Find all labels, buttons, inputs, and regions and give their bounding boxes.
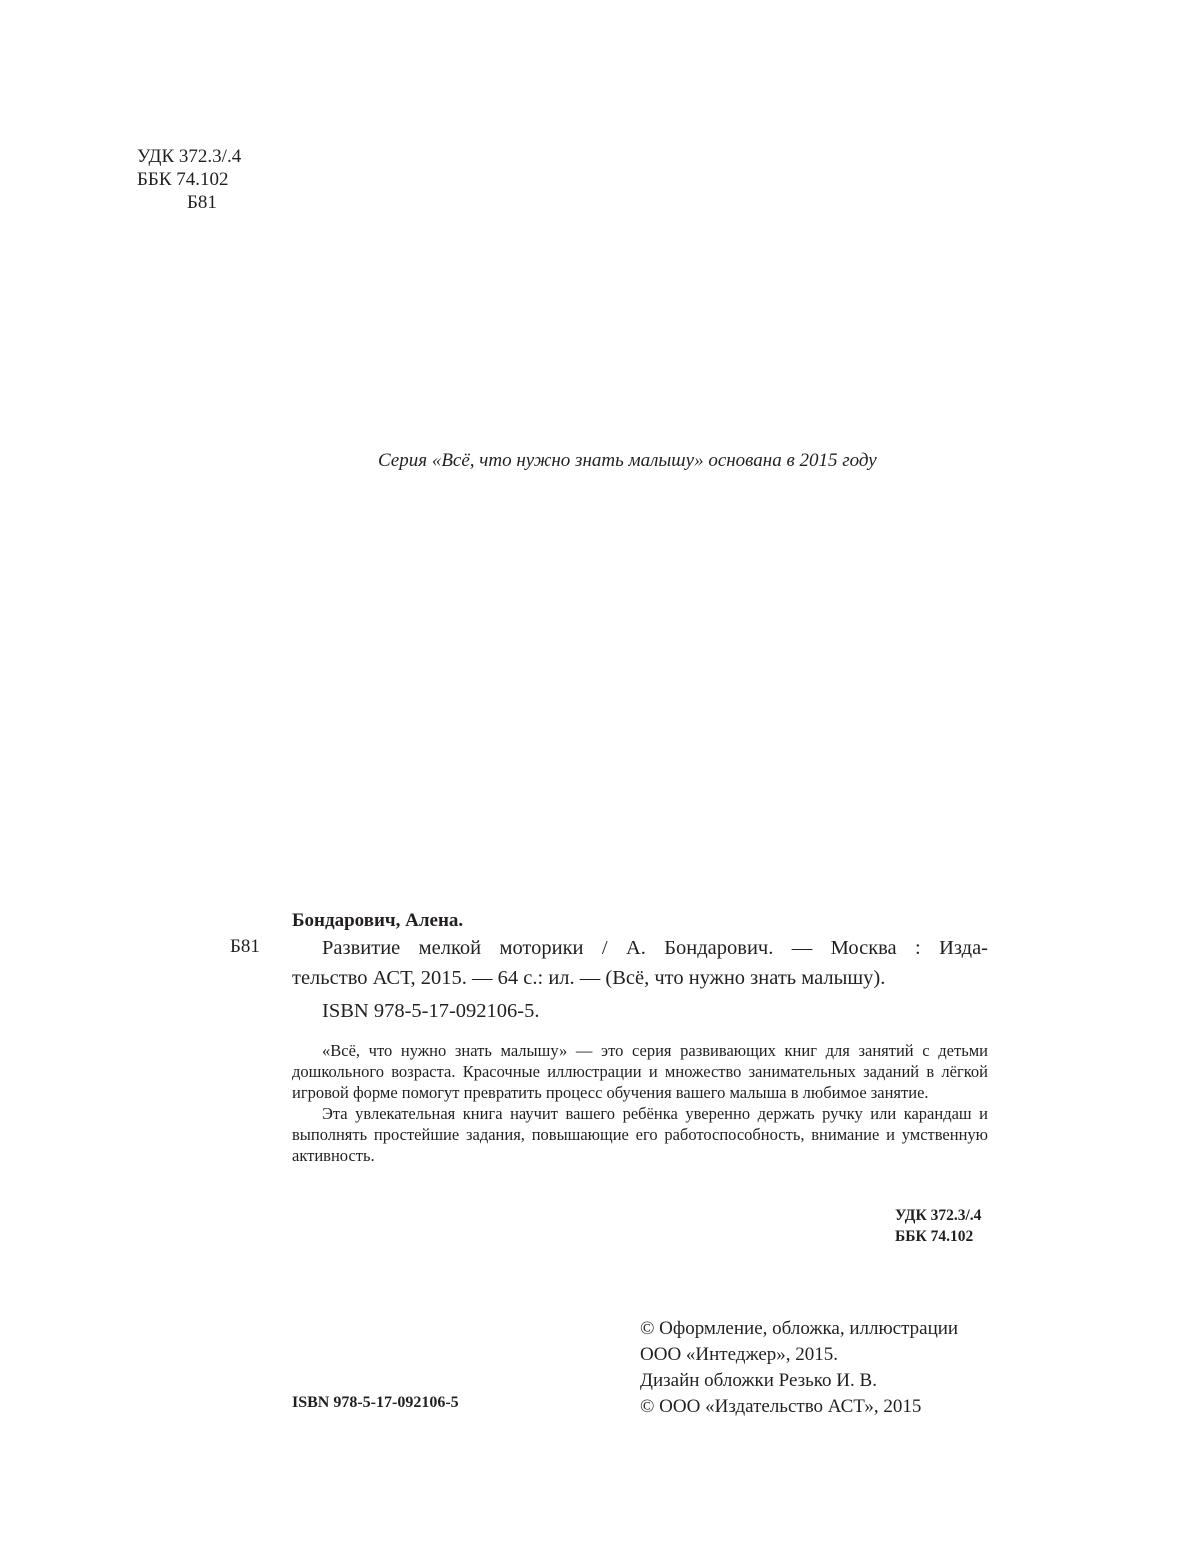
series-statement: Серия «Всё, что нужно знать малышу» основана в 2015 году (378, 450, 877, 471)
copyright-line-1: © Оформление, обложка, иллюстрации (640, 1318, 959, 1339)
catalog-author: Бондарович, Алена. (292, 910, 464, 931)
catalog-author-mark: Б81 (230, 936, 260, 957)
bbk-code-top: ББК 74.102 (137, 169, 229, 190)
classification-top (137, 145, 241, 214)
isbn-bottom: ISBN 978-5-17-092106-5 (292, 1394, 459, 1411)
udk-code-top: УДК 372.3/.4 (137, 146, 242, 167)
copyright-block (640, 1316, 958, 1420)
annotation-paragraph-2: Эта увлекательная книга научит вашего ребёнка уверенно держать ручку или карандаш и выполнять простейшие задания, повышающие его работоспособность, внимание и умственную активность. (292, 1104, 988, 1165)
catalog-description-line1: Развитие мелкой моторики / А. Бондарович. — Москва : Изда- (322, 937, 988, 959)
catalog-description-line2: тельство АСТ, 2015. — 64 с.: ил. — (Всё, что нужно знать малышу). (292, 967, 886, 989)
catalog-description (292, 933, 988, 993)
author-mark-top: Б81 (187, 192, 217, 213)
annotation-paragraph-1: «Всё, что нужно знать малышу» — это серия развивающих книг для занятий с детьми дошкольного возраста. Красочные иллюстрации и множество занимательных заданий в лёгкой игровой форме помогут превратить процесс обучения вашего малыша в любимое занятие. (292, 1041, 988, 1102)
bbk-code-bottom: ББК 74.102 (895, 1228, 974, 1245)
udk-code-bottom: УДК 372.3/.4 (895, 1207, 982, 1224)
catalog-annotation (292, 1040, 988, 1166)
classification-bottom (895, 1205, 981, 1247)
copyright-line-2: ООО «Интеджер», 2015. (640, 1344, 839, 1365)
copyright-line-4: © ООО «Издательство АСТ», 2015 (640, 1396, 922, 1417)
catalog-isbn: ISBN 978-5-17-092106-5. (322, 1000, 540, 1022)
copyright-line-3: Дизайн обложки Резько И. В. (640, 1370, 877, 1391)
